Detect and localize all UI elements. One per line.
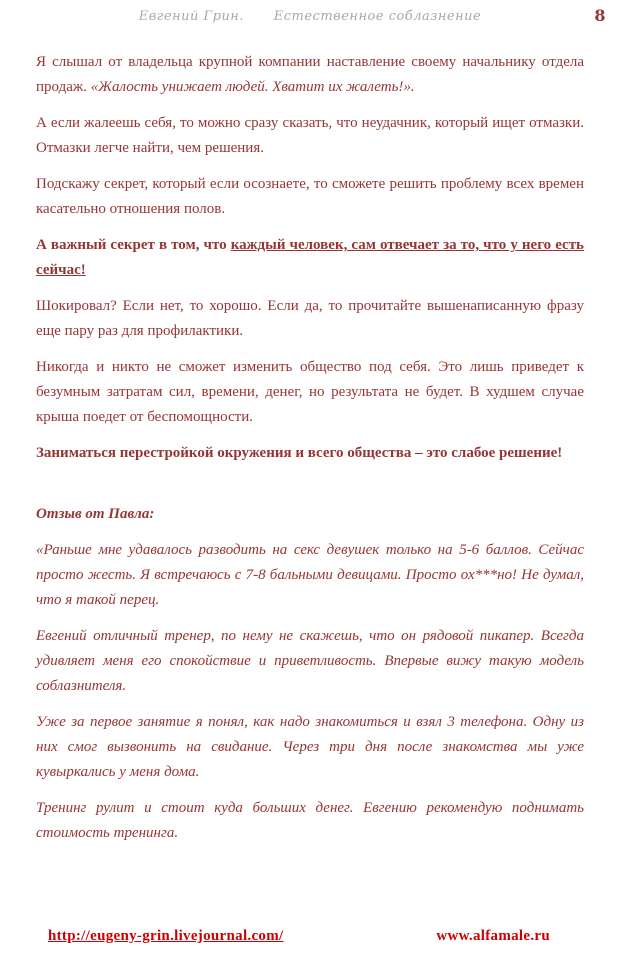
- paragraph-11: [36, 710, 584, 785]
- text-segment: «Жалость унижает людей. Хватит их жалеть!».: [90, 79, 415, 95]
- text-segment: «Раньше мне удавалось разводить на секс девушек только на 5-6 баллов. Сейчас просто жесть. Я встречаюсь с 7-8 бальными девицами. Просто ох***но! Не думал, что я такой перец.: [36, 542, 584, 608]
- text-segment: А важный секрет в том, что: [36, 237, 231, 253]
- page-body: [0, 34, 620, 919]
- text-segment: Подскажу секрет, который если осознаете, то сможете решить проблему всех времен касательно отношения полов.: [36, 176, 584, 217]
- paragraph-7: [36, 441, 584, 466]
- text-segment: Никогда и никто не сможет изменить общество под себя. Это лишь приведет к безумным затратам сил, времени, денег, но результата не будет. В худшем случае крыша поедет от беспомощности.: [36, 359, 584, 425]
- page-footer: [0, 919, 620, 959]
- text-segment: А если жалеешь себя, то можно сразу сказать, что неудачник, который ищет отмазки. Отмазки легче найти, чем решения.: [36, 115, 584, 156]
- text-segment: Я слышал от владельца крупной компании наставление своему начальнику отдела продаж.: [36, 54, 584, 95]
- paragraph-2: [36, 111, 584, 161]
- paragraph-9: [36, 538, 584, 613]
- paragraph-5: [36, 294, 584, 344]
- page-header: [0, 0, 620, 34]
- text-segment: каждый человек, сам отвечает за то, что у него есть сейчас!: [36, 237, 584, 278]
- text-segment: Отзыв от Павла:: [36, 506, 155, 522]
- header-book-title: Естественное соблазнение: [273, 9, 482, 24]
- paragraph-8: [36, 502, 584, 527]
- paragraph-1: [36, 50, 584, 100]
- text-segment: Тренинг рулит и стоит куда больших денег. Евгению рекомендую поднимать стоимость тренинга.: [36, 800, 584, 841]
- paragraph-4: [36, 233, 584, 283]
- text-segment: Шокировал? Если нет, то хорошо. Если да, то прочитайте вышенаписанную фразу еще пару раз для профилактики.: [36, 298, 584, 339]
- paragraph-10: [36, 624, 584, 699]
- text-segment: Заниматься перестройкой окружения и всего общества – это слабое решение!: [36, 445, 563, 461]
- text-segment: Евгений отличный тренер, по нему не скажешь, что он рядовой пикапер. Всегда удивляет меня его спокойствие и приветливость. Впервые вижу такую модель соблазнителя.: [36, 628, 584, 694]
- page-number: 8: [594, 6, 606, 25]
- footer-link-livejournal[interactable]: http://eugeny-grin.livejournal.com/: [48, 928, 284, 944]
- header-author: Евгений Грин.: [138, 9, 245, 24]
- paragraph-3: [36, 172, 584, 222]
- footer-link-alfamale[interactable]: www.alfamale.ru: [436, 928, 550, 944]
- paragraph-6: [36, 355, 584, 430]
- paragraph-12: [36, 796, 584, 846]
- text-segment: Уже за первое занятие я понял, как надо знакомиться и взял 3 телефона. Одну из них смог вызвонить на свидание. Через три дня после знакомства мы уже кувыркались у меня дома.: [36, 714, 584, 780]
